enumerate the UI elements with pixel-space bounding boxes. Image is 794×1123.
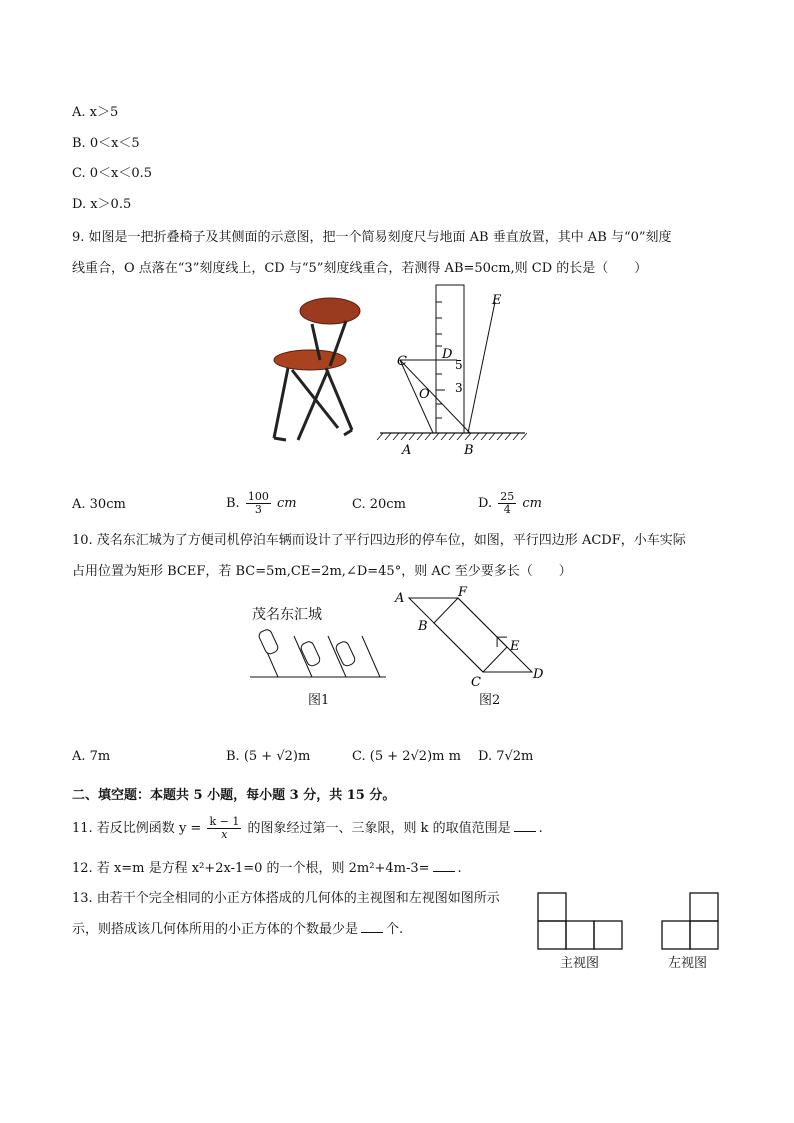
q9-label-o: O [419,387,430,402]
parking-figure-1 [248,628,388,683]
front-view-caption: 主视图 [560,956,600,971]
q9-option-c: C. 20cm [352,497,406,512]
folding-chair-image [268,290,368,450]
q13-stem-line1: 13. 由若干个完全相同的小正方体搭成的几何体的主视图和左视图如图所示 [72,891,500,906]
q13-answer-blank[interactable] [361,920,383,933]
q8-option-b: B. 0＜x＜5 [72,136,140,151]
parking-figure-title: 茂名东汇城 [252,607,322,623]
left-view-caption: 左视图 [668,956,708,971]
q9-label-a: A [402,443,412,458]
q8-option-c: C. 0＜x＜0.5 [72,166,153,181]
q8-option-d: D. x＞0.5 [72,197,132,212]
q13-stem-line2: 示，则搭成该几何体所用的小正方体的个数最少是 个. [72,922,404,937]
q12-answer-blank[interactable] [433,859,455,872]
q10-stem-line1: 10. 茂名东汇城为了方便司机停泊车辆而设计了平行四边形的停车位，如图，平行四边形 ACDF，小车实际 [72,533,686,548]
parallelogram-figure-2 [390,586,550,691]
q10-label-e: E [510,639,520,654]
q9-label-b: B [464,443,474,458]
section-fill-in-title: 二、填空题：本题共 5 小题，每小题 3 分，共 15 分。 [72,788,396,803]
q9-stem-line2: 线重合，O 点落在“3”刻度线上，CD 与“5”刻度线重合，若测得 AB=50cm,则 CD 的长是（ ） [72,261,648,276]
parking-fig1-caption: 图1 [308,693,330,708]
q10-stem-line2: 占用位置为矩形 BCEF，若 BC=5m,CE=2m,∠D=45°，则 AC 至少要多长（ ） [72,564,572,579]
parallelogram-fig2-caption: 图2 [479,693,501,708]
q9-option-d: D. $\frac{25}{4}$ cm [478,490,542,516]
q9-label-e: E [492,293,502,308]
q10-label-f: F [458,585,468,600]
q10-label-b: B [418,619,428,634]
q8-option-a: A. x＞5 [72,105,119,120]
q9-ruler-diagram [375,282,535,462]
q9-label-5: 5 [455,358,463,372]
q10-option-b: B. (5 + √2)m [226,749,311,764]
front-view-figure [537,892,627,952]
left-view-figure [660,892,722,952]
q9-stem-line1: 9. 如图是一把折叠椅子及其侧面的示意图，把一个简易刻度尺与地面 AB 垂直放置，其中 AB 与“0”刻度 [72,230,672,245]
q9-label-c: C [397,354,407,369]
q9-label-d: D [442,347,453,362]
q10-option-c: C. (5 + 2√2)m m [352,749,461,764]
q9-label-3: 3 [455,381,463,395]
q12-stem: 12. 若 x=m 是方程 x²+2x-1=0 的一个根，则 2m²+4m-3= . [72,861,462,876]
q9-option-a: A. 30cm [72,497,126,512]
q9-option-b: B. $\frac{100}{3}$ cm [226,490,297,516]
q11-stem: 11. 若反比例函数 y = $\frac{k - 1}{x}$ 的图象经过第一、三象限，则 k 的取值范围是 . [72,815,543,841]
q10-label-c: C [471,675,481,690]
q10-option-d: D. 7√2m [478,749,534,764]
q11-answer-blank[interactable] [514,819,536,832]
q10-option-a: A. 7m [72,749,111,764]
q10-label-d: D [533,667,544,682]
q10-label-a: A [395,591,405,606]
